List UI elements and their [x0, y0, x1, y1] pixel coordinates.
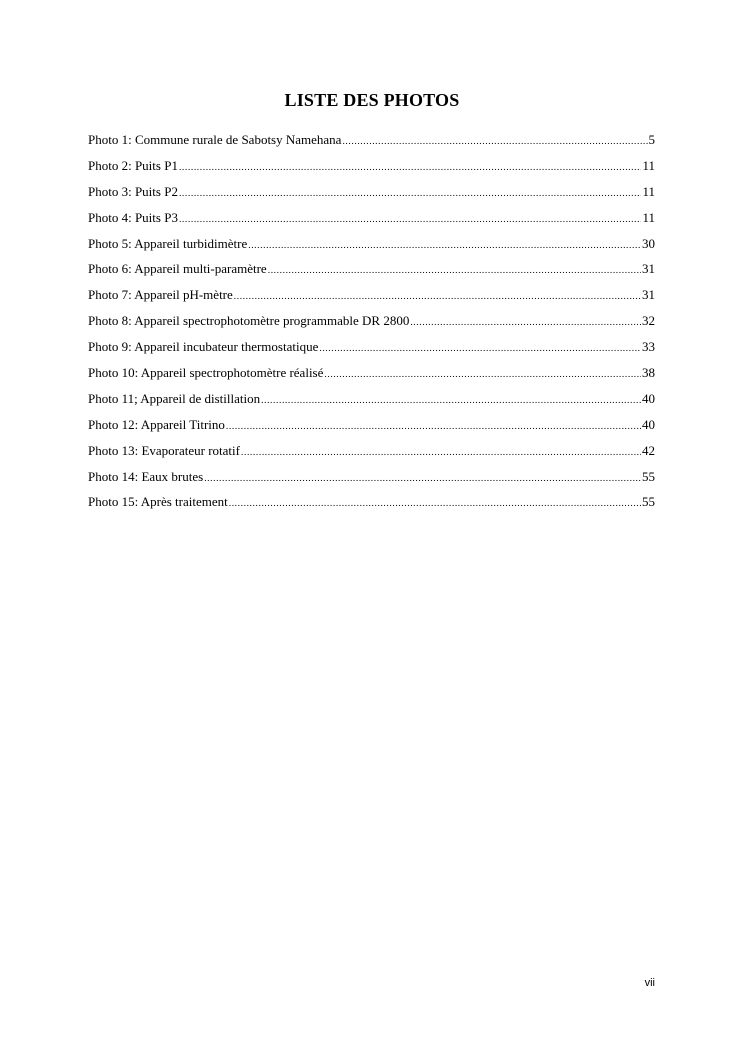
- dot-leader: [241, 444, 641, 462]
- toc-entry[interactable]: [88, 390, 655, 416]
- toc-entry[interactable]: [88, 493, 655, 519]
- dot-leader: [229, 495, 641, 513]
- toc-entry-page: 32: [642, 313, 655, 329]
- toc-entry-label: Photo 4: Puits P3: [88, 209, 178, 225]
- toc-entry[interactable]: [88, 260, 655, 286]
- dot-leader: [319, 340, 641, 358]
- dot-leader: [324, 366, 641, 384]
- toc-entry-label: Photo 15: Après traitement: [88, 494, 228, 510]
- toc-entry[interactable]: [88, 338, 655, 364]
- toc-entry-page: 55: [642, 494, 655, 510]
- toc-entry-label: Photo 3: Puits P2: [88, 183, 178, 199]
- toc-entry-label: Photo 11; Appareil de distillation: [88, 390, 261, 406]
- toc-entry-label: Photo 9: Appareil incubateur thermostatique: [88, 339, 319, 355]
- toc-entry-page: 31: [642, 261, 655, 277]
- dot-leader: [179, 185, 642, 203]
- toc-entry-label: Photo 7: Appareil pH-mètre: [88, 287, 233, 303]
- toc-entry-page: 11: [642, 183, 655, 199]
- dot-leader: [179, 159, 642, 177]
- toc-entry[interactable]: [88, 416, 655, 442]
- toc-entry-page: 38: [642, 365, 655, 381]
- toc-entry-page: 40: [642, 390, 655, 406]
- toc-entry[interactable]: [88, 312, 655, 338]
- toc-entry-page: 11: [642, 157, 655, 173]
- toc-entry-label: Photo 6: Appareil multi-paramètre: [88, 261, 267, 277]
- toc-entry[interactable]: [88, 131, 655, 157]
- toc-entry[interactable]: [88, 157, 655, 183]
- toc-entry-label: Photo 2: Puits P1: [88, 157, 178, 173]
- toc-entry-label: Photo 13: Evaporateur rotatif: [88, 442, 240, 458]
- toc-entry[interactable]: [88, 468, 655, 494]
- toc-entry-page: 55: [642, 468, 655, 484]
- toc-entry[interactable]: [88, 364, 655, 390]
- toc-entry[interactable]: [88, 286, 655, 312]
- toc-entry-page: 11: [642, 209, 655, 225]
- toc-entry-page: 31: [642, 287, 655, 303]
- dot-leader: [342, 133, 647, 151]
- toc-entry[interactable]: [88, 442, 655, 468]
- page-number: vii: [644, 977, 655, 989]
- toc-entry-page: 30: [642, 235, 655, 251]
- toc-entry-page: 40: [642, 416, 655, 432]
- dot-leader: [226, 418, 641, 436]
- toc-entry-label: Photo 12: Appareil Titrino: [88, 416, 225, 432]
- dot-leader: [234, 288, 641, 306]
- dot-leader: [179, 211, 642, 229]
- toc-entry-label: Photo 5: Appareil turbidimètre: [88, 235, 248, 251]
- toc-entry[interactable]: [88, 235, 655, 261]
- dot-leader: [410, 314, 641, 332]
- dot-leader: [248, 237, 641, 255]
- toc-entry-page: 5: [648, 132, 655, 147]
- toc-entry[interactable]: [88, 183, 655, 209]
- toc-entry-label: Photo 1: Commune rurale de Sabotsy Namehana: [88, 132, 342, 147]
- dot-leader: [268, 262, 641, 280]
- toc-entry-page: 42: [642, 442, 655, 458]
- toc-entry[interactable]: [88, 209, 655, 235]
- toc-entry-label: Photo 8: Appareil spectrophotomètre programmable DR 2800: [88, 313, 410, 329]
- toc-entry-page: 33: [642, 339, 655, 355]
- toc-entry-label: Photo 10: Appareil spectrophotomètre réalisé: [88, 365, 324, 381]
- dot-leader: [261, 392, 641, 410]
- toc-entry-label: Photo 14: Eaux brutes: [88, 468, 204, 484]
- photo-list: [88, 131, 655, 519]
- page-title: LISTE DES PHOTOS: [284, 90, 460, 110]
- dot-leader: [204, 470, 641, 488]
